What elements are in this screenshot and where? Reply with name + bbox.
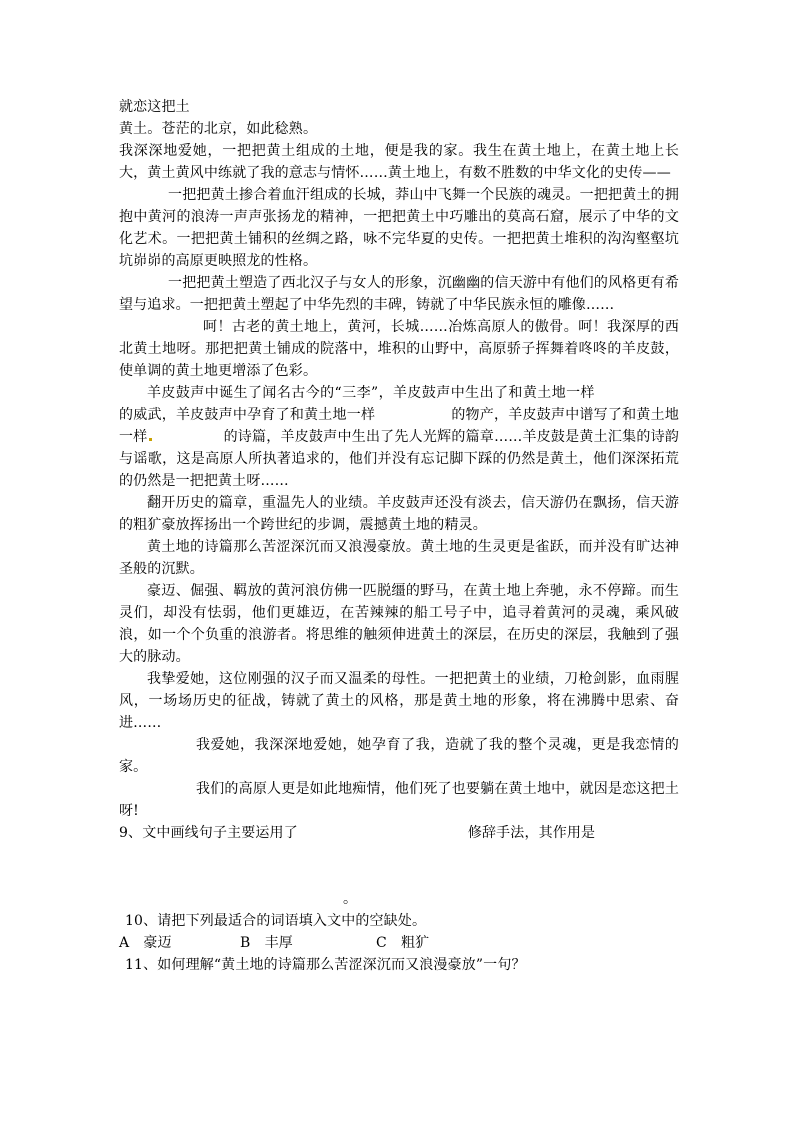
paragraph-11: 我爱她，我深深地爱她，她孕育了我，造就了我的整个灵魂，更是我恋情的家。 [119, 737, 679, 775]
paragraph-2: 我深深地爱她，一把把黄土组成的土地，便是我的家。我生在黄土地上，在黄土地上长大，黄土黄风中练就了我的意志与情怀……黄土地上，有数不胜数的中华文化的史传—— [119, 143, 679, 181]
paragraph-6-part-a: 羊皮鼓声中诞生了闻名古今的“三李”，羊皮鼓声中生出了和黄土地一样 [147, 385, 595, 401]
paragraph-4: 一把把黄土塑造了西北汉子与女人的形象，沉幽幽的信天游中有他们的风格更有希望与追求。一把把黄土塑起了中华先烈的丰碑，铸就了中华民族永恒的雕像…… [119, 275, 679, 313]
question-9-answer-space [119, 844, 679, 888]
option-b: B 丰厚 [240, 935, 293, 951]
question-9-end [119, 888, 679, 910]
question-9-end-mark: 。 [343, 891, 358, 907]
question-9-part-b: 修辞手法，其作用是 [467, 825, 596, 841]
paragraph-6-part-b: 的威武，羊皮鼓声中孕育了和黄土地一样 [119, 407, 376, 423]
option-c: C 粗犷 [376, 935, 430, 951]
paragraph-12: 我们的高原人更是如此地痴情，他们死了也要躺在黄土地中，就因是恋这把土呀! [119, 781, 679, 819]
paragraph-7: 翻开历史的篇章，重温先人的业绩。羊皮鼓声还没有淡去，信天游仍在飘扬，信天游的粗犷豪放挥扬出一个跨世纪的步调，震撼黄土地的精灵。 [119, 495, 679, 533]
question-10: 10、请把下列最适合的词语填入文中的空缺处。 [125, 913, 427, 929]
question-11: 11、如何理解“黄土地的诗篇那么苦涩深沉而又浪漫豪放”一句？ [125, 957, 526, 973]
question-9 [119, 822, 679, 844]
question-10-options [119, 932, 679, 954]
paragraph-6-part-c: 的物产，羊皮鼓声中谱写了和黄土地一样 [119, 407, 679, 445]
article-title: 就恋这把土 [119, 99, 190, 115]
paragraph-3: 一把把黄土掺合着血汗组成的长城，莽山中飞舞一个民族的魂灵。一把把黄土的拥抱中黄河的浪涛一声声张扬龙的精神，一把把黄土中巧雕出的莫高石窟，展示了中华的文化艺术。一把把黄土铺积的丝绸之路，咏不完华夏的史传。一把把黄土堆积的沟沟壑壑坑坑峁峁的高原更映照龙的性格。 [119, 187, 679, 269]
paragraph-1: 黄土。苍茫的北京，如此稔熟。 [119, 121, 318, 137]
paragraph-6-part-d: 的诗篇，羊皮鼓声中生出了先人光辉的篇章……羊皮鼓是黄土汇集的诗韵与谣歌，这是高原人所执著追求的，他们并没有忘记脚下踩的仍然是黄土，他们深深拓荒的仍然是一把把黄土呀…… [119, 429, 679, 489]
paragraph-10: 我挚爱她，这位刚强的汉子而又温柔的母性。一把把黄土的业绩，刀枪剑影，血雨腥风，一场场历史的征战，铸就了黄土的风格，那是黄土地的形象，将在沸腾中思索、奋进…… [119, 671, 679, 731]
paragraph-6 [119, 382, 679, 492]
paragraph-9: 豪迈、倔强、羁放的黄河浪仿佛一匹脱缰的野马，在黄土地上奔驰，永不停蹄。而生灵们，却没有怯弱，他们更雄迈，在苦辣辣的船工号子中，追寻着黄河的灵魂，乘风破浪，如一个个负重的浪游者。将思维的触须伸进黄土的深层，在历史的深层，我触到了强大的脉动。 [119, 583, 679, 665]
question-9-part-a: 9、文中画线句子主要运用了 [119, 825, 298, 841]
paragraph-8: 黄土地的诗篇那么苦涩深沉而又浪漫豪放。黄土地的生灵更是雀跃，而并没有旷达神圣般的沉默。 [119, 539, 679, 577]
option-a: A 豪迈 [119, 935, 172, 951]
article-body [119, 96, 679, 976]
paragraph-5: 呵！古老的黄土地上，黄河，长城……冶炼高原人的傲骨。呵！我深厚的西北黄土地呀。那把把黄土铺成的院落中，堆积的山野中，高原骄子挥舞着咚咚的羊皮鼓，使单调的黄土地更增添了色彩。 [119, 319, 679, 379]
